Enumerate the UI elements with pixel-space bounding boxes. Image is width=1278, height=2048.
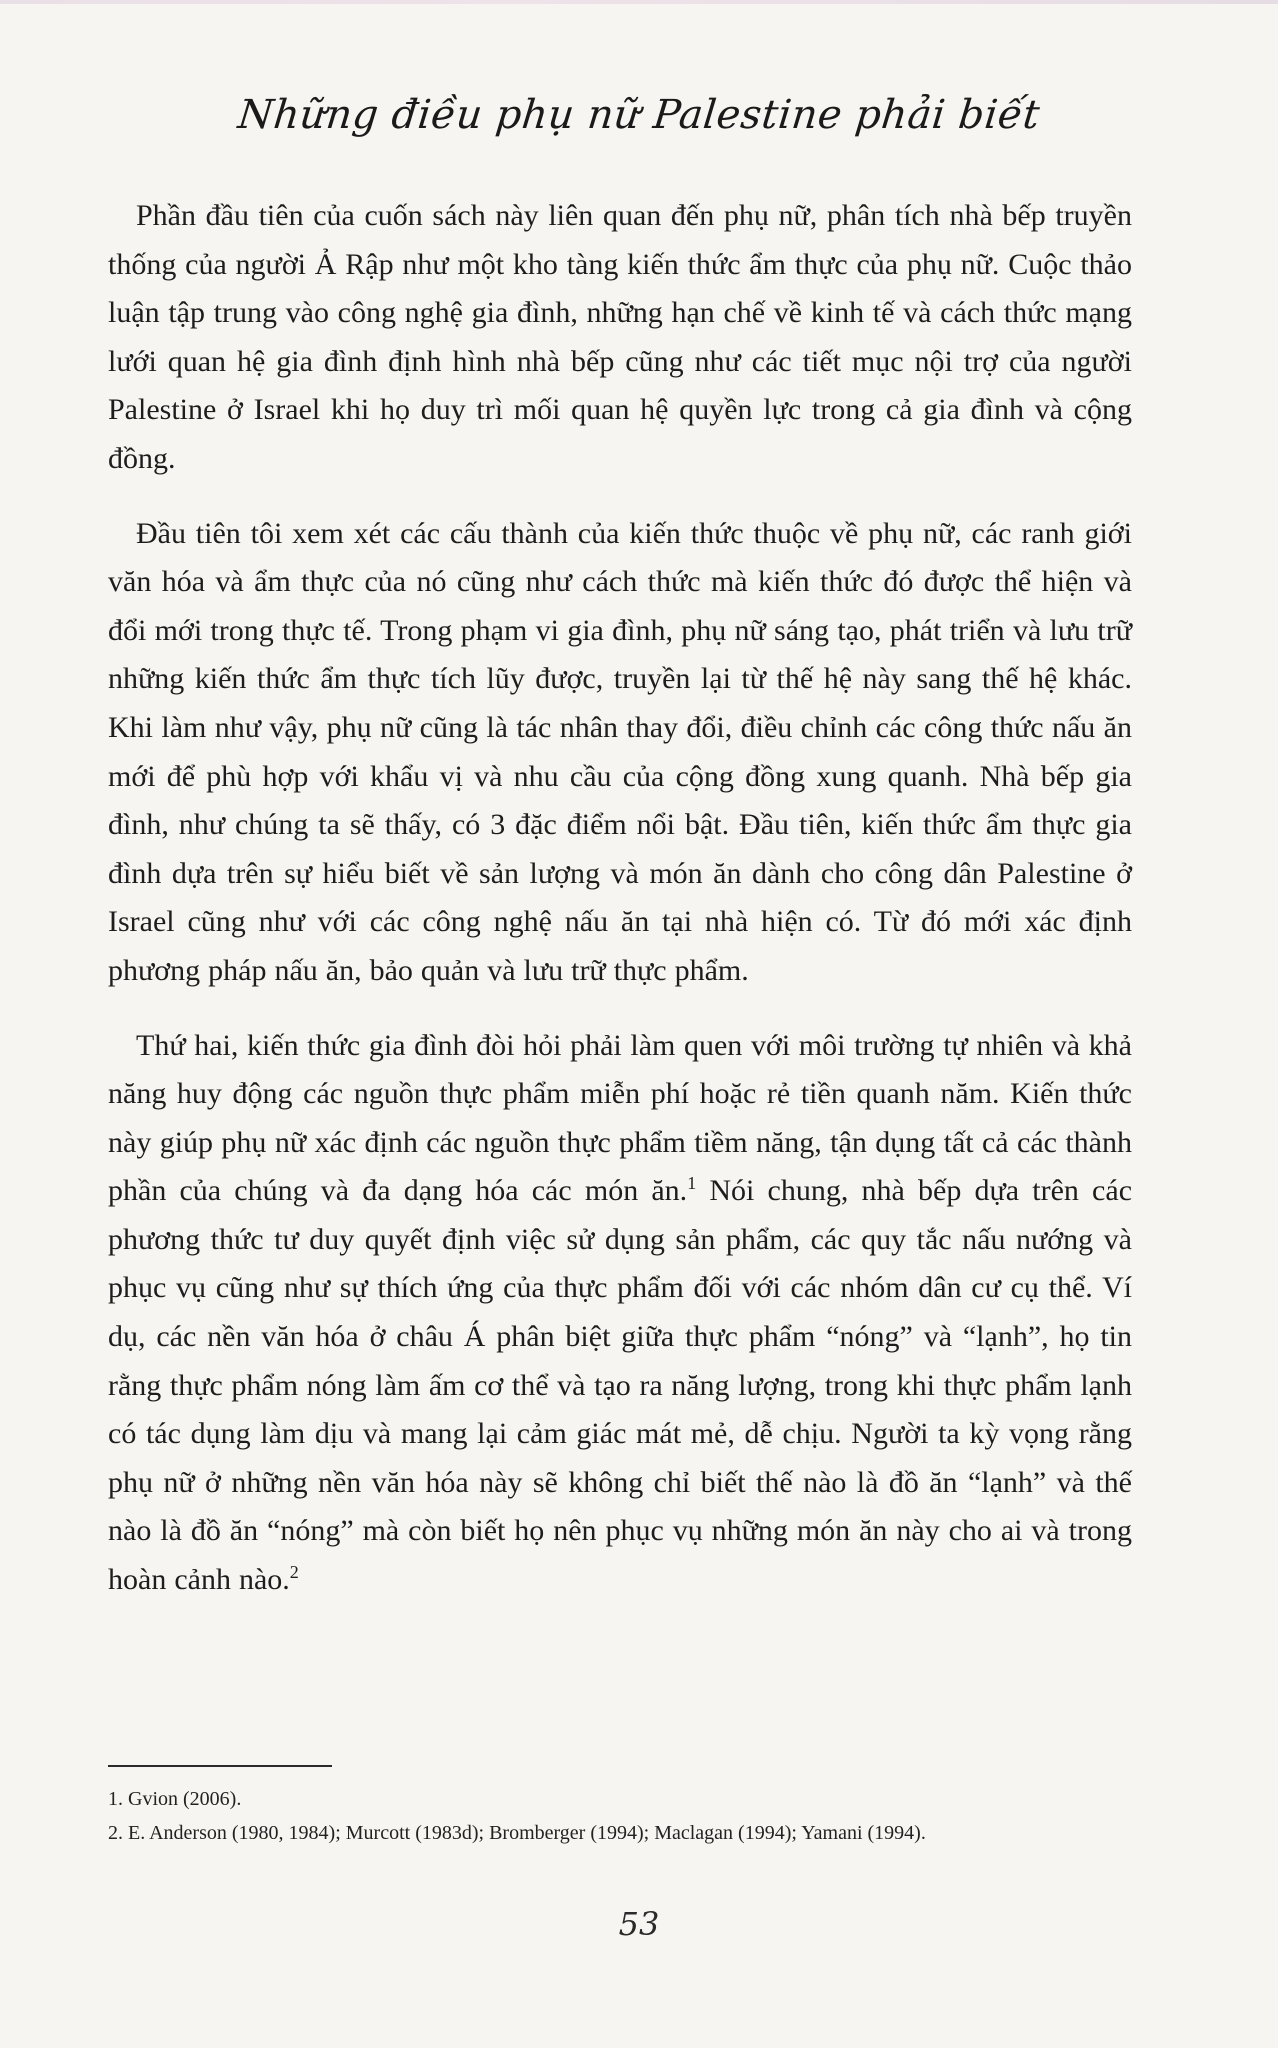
footnote-divider [108, 1765, 332, 1767]
paragraph-3 [108, 1022, 1132, 1605]
page-number: 53 [618, 1905, 660, 1943]
page-top-edge [0, 0, 1278, 4]
paragraph-1: Phần đầu tiên của cuốn sách này liên quan đến phụ nữ, phân tích nhà bếp truyền thống của người Ả Rập như một kho tàng kiến thức ẩm thực của phụ nữ. Cuộc thảo luận tập trung vào công nghệ gia đình, những hạn chế về kinh tế và cách thức mạng lưới quan hệ gia đình định hình nhà bếp cũng như các tiết mục nội trợ của người Palestine ở Israel khi họ duy trì mối quan hệ quyền lực trong cả gia đình và cộng đồng. [108, 199, 1132, 475]
paragraph-2: Đầu tiên tôi xem xét các cấu thành của kiến thức thuộc về phụ nữ, các ranh giới văn hóa và ẩm thực của nó cũng như cách thức mà kiến thức đó được thể hiện và đổi mới trong thực tế. Trong phạm vi gia đình, phụ nữ sáng tạo, phát triển và lưu trữ những kiến thức ẩm thực tích lũy được, truyền lại từ thế hệ này sang thế hệ khác. Khi làm như vậy, phụ nữ cũng là tác nhân thay đổi, điều chỉnh các công thức nấu ăn mới để phù hợp với khẩu vị và nhu cầu của cộng đồng xung quanh. Nhà bếp gia đình, như chúng ta sẽ thấy, có 3 đặc điểm nổi bật. Đầu tiên, kiến thức ẩm thực gia đình dựa trên sự hiểu biết về sản lượng và món ăn dành cho công dân Palestine ở Israel cũng như với các công nghệ nấu ăn tại nhà hiện có. Từ đó mới xác định phương pháp nấu ăn, bảo quản và lưu trữ thực phẩm. [108, 516, 1132, 987]
paragraph-3-text-b: Nói chung, nhà bếp dựa trên các phương thức tư duy quyết định việc sử dụng sản phẩm, các quy tắc nấu nướng và phục vụ cũng như sự thích ứng của thực phẩm đối với các nhóm dân cư cụ thể. Ví dụ, các nền văn hóa ở châu Á phân biệt giữa thực phẩm “nóng” và “lạnh”, họ tin rằng thực phẩm nóng làm ấm cơ thể và tạo ra năng lượng, trong khi thực phẩm lạnh có tác dụng làm dịu và mang lại cảm giác mát mẻ, dễ chịu. Người ta kỳ vọng rằng phụ nữ ở những nền văn hóa này sẽ không chỉ biết thế nào là đồ ăn “lạnh” và thế nào là đồ ăn “nóng” mà còn biết họ nên phục vụ những món ăn này cho ai và trong hoàn cảnh nào. [108, 1174, 1133, 1597]
footnotes [108, 1782, 1148, 1850]
footnote-ref-2: 2 [289, 1562, 299, 1583]
running-head: Những điều phụ nữ Palestine phải biết [235, 92, 1043, 138]
paragraph-3-text-a: Thứ hai, kiến thức gia đình đòi hỏi phải làm quen với môi trường tự nhiên và khả năng huy động các nguồn thực phẩm miễn phí hoặc rẻ tiền quanh năm. Kiến thức này giúp phụ nữ xác định các nguồn thực phẩm tiềm năng, tận dụng tất cả các thành phần của chúng và đa dạng hóa các món ăn. [108, 1028, 1132, 1208]
footnote-1: 1. Gvion (2006). [108, 1788, 242, 1810]
footnote-ref-1: 1 [687, 1173, 697, 1194]
body-text [108, 192, 1132, 1631]
footnote-2: 2. E. Anderson (1980, 1984); Murcott (1983d); Bromberger (1994); Maclagan (1994); Yamani (1994). [108, 1822, 926, 1844]
